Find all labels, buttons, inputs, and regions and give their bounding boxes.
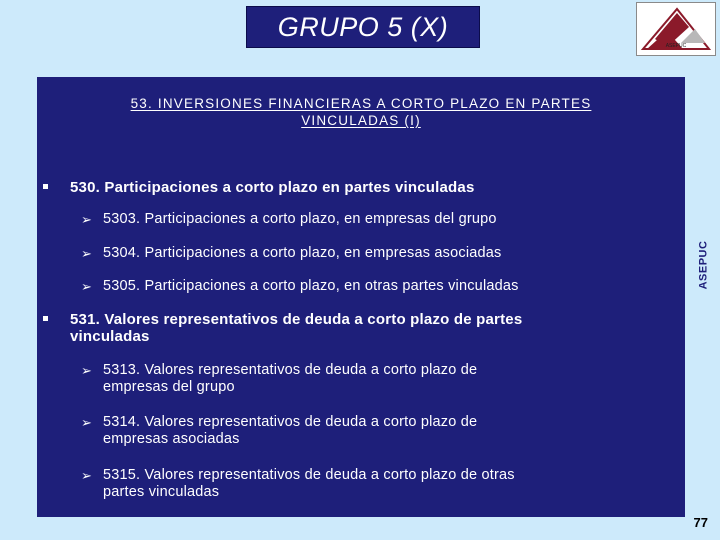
section-heading	[37, 95, 685, 129]
asepuc-logo-icon	[636, 2, 716, 56]
title-box	[246, 6, 480, 48]
sub-item-5315	[103, 467, 515, 501]
heading-line-2: VINCULADAS (I)	[301, 113, 421, 128]
sub-item-5315-line-1: 5315. Valores representativos de deuda a corto plazo de otras	[103, 467, 515, 483]
sub-item-5303: 5303. Participaciones a corto plazo, en empresas del grupo	[103, 211, 497, 227]
list-item-531-line-1: 531. Valores representativos de deuda a corto plazo de partes	[70, 311, 523, 328]
list-item-531-line-2: vinculadas	[70, 328, 150, 345]
sub-item-5314-line-1: 5314. Valores representativos de deuda a corto plazo de	[103, 414, 478, 430]
square-bullet-icon	[43, 316, 48, 321]
page-number: 77	[693, 515, 708, 530]
slide-title: GRUPO 5 (X)	[277, 11, 449, 42]
heading-line-1: 53. INVERSIONES FINANCIERAS A CORTO PLAZO EN PARTES	[130, 96, 592, 111]
content-panel	[37, 77, 685, 517]
sub-item-5314	[103, 414, 477, 448]
logo-caption: ASEPUC	[665, 43, 687, 49]
arrow-bullet-icon: ➢	[81, 212, 92, 227]
arrow-bullet-icon: ➢	[81, 415, 92, 430]
list-item-531	[70, 311, 522, 345]
square-bullet-icon	[43, 184, 48, 189]
sub-item-5313-line-2: empresas del grupo	[103, 379, 235, 395]
sub-item-5314-line-2: empresas asociadas	[103, 431, 240, 447]
sub-item-5313	[103, 362, 477, 396]
list-item-530: 530. Participaciones a corto plazo en partes vinculadas	[70, 179, 475, 196]
sub-item-5315-line-2: partes vinculadas	[103, 484, 220, 500]
arrow-bullet-icon: ➢	[81, 279, 92, 294]
sub-item-5305: 5305. Participaciones a corto plazo, en otras partes vinculadas	[103, 278, 519, 294]
arrow-bullet-icon: ➢	[81, 246, 92, 261]
sub-item-5304: 5304. Participaciones a corto plazo, en empresas asociadas	[103, 245, 502, 261]
sub-item-5313-line-1: 5313. Valores representativos de deuda a corto plazo de	[103, 362, 478, 378]
arrow-bullet-icon: ➢	[81, 468, 92, 483]
side-label	[685, 228, 720, 302]
arrow-bullet-icon: ➢	[81, 363, 92, 378]
side-label-text: ASEPUC	[697, 240, 709, 290]
